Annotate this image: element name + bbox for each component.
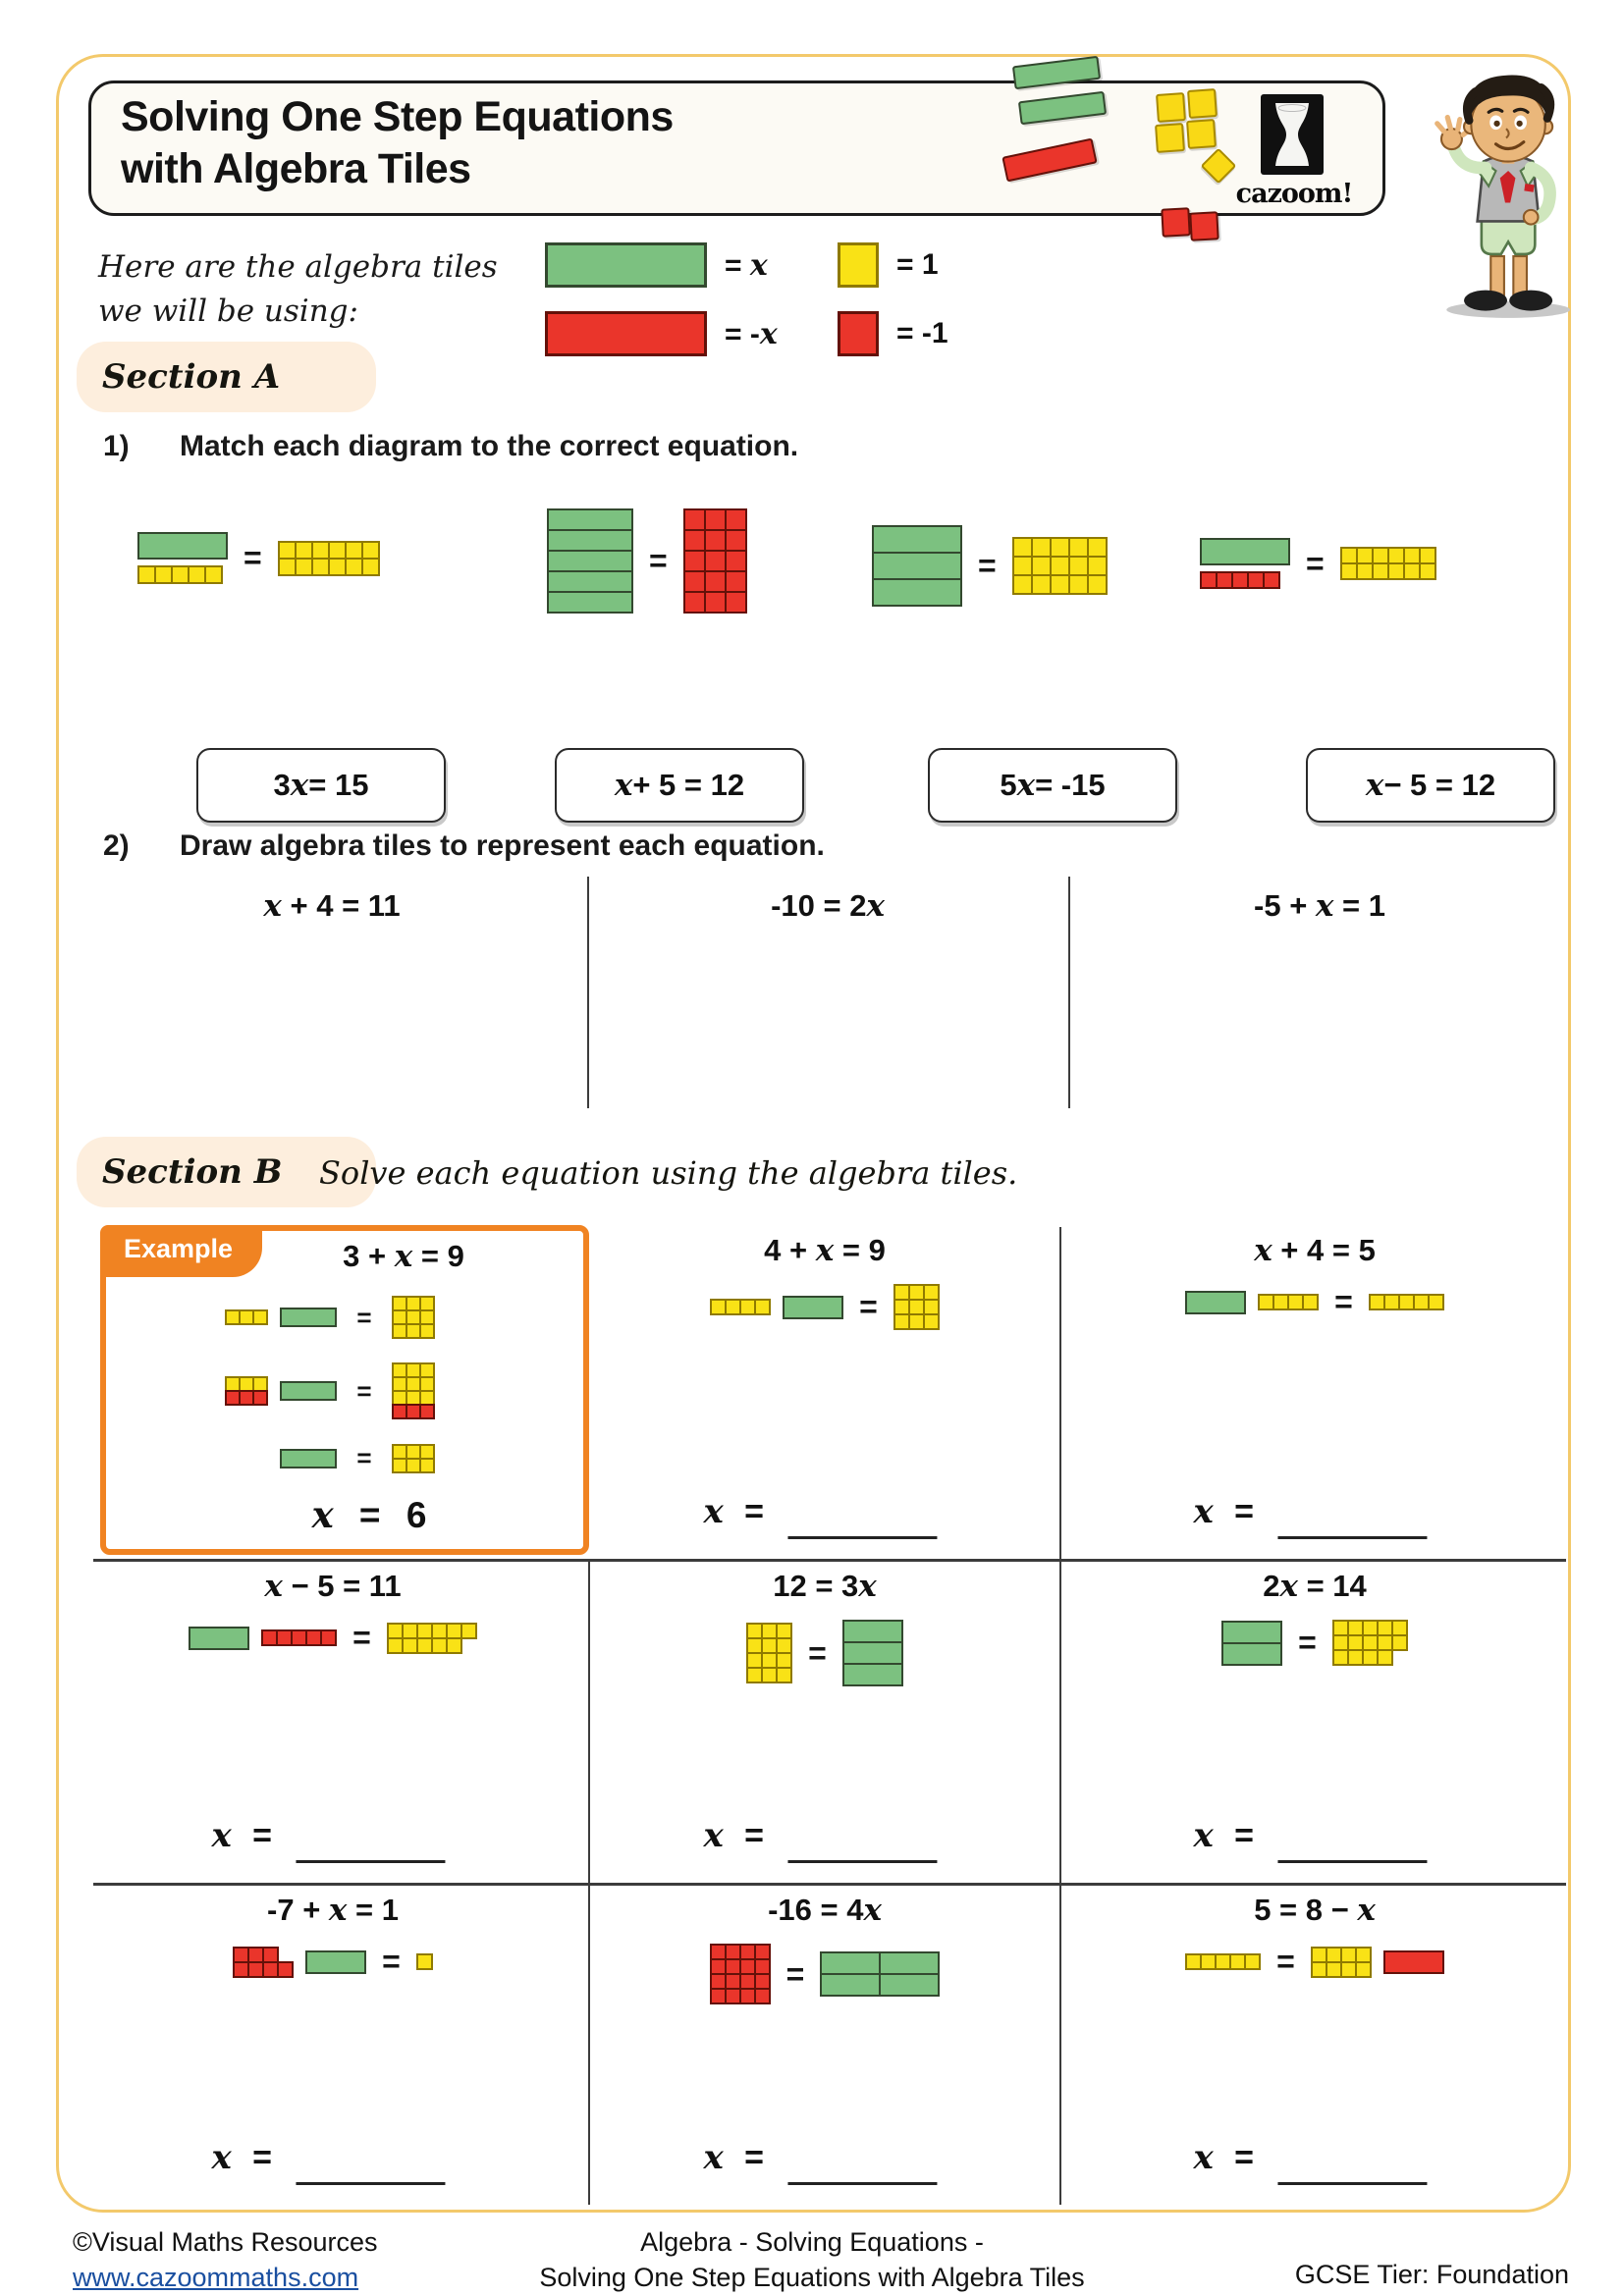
tile-diagram: = [79, 1620, 587, 1656]
column-divider [587, 877, 589, 1108]
deco-yellow-square [1156, 92, 1186, 123]
problem-equation: -16 = 4x [768, 1893, 882, 1928]
problem-cell [79, 1885, 587, 2203]
key-label: = 1 [896, 248, 939, 281]
answer-label: x = [1193, 2138, 1255, 2177]
example-equation: 3 + x = 9 [343, 1239, 464, 1274]
column-divider [1068, 877, 1070, 1108]
footer-tier: GCSE Tier: Foundation [1294, 2260, 1569, 2289]
footer-topic: Algebra - Solving Equations - Solving One Step Equations with Algebra Tiles [539, 2227, 1085, 2293]
q2-prompt: Draw algebra tiles to represent each equation. [180, 829, 825, 862]
example-steps: = = = [106, 1296, 583, 1473]
example-box [100, 1225, 589, 1555]
problem-equation: x + 4 = 5 [1254, 1233, 1376, 1268]
key-item-one [838, 242, 939, 288]
answer-blank[interactable] [296, 1860, 445, 1863]
answer-label: x = [211, 1816, 273, 1855]
problem-equation: 5 = 8 − x [1254, 1893, 1376, 1928]
answer-row [211, 2138, 445, 2177]
equation-card: 3 x = 15 [196, 748, 446, 823]
problem-cell [591, 1561, 1058, 1881]
problem-cell [1062, 1225, 1567, 1557]
answer-row [1193, 1492, 1427, 1531]
page-title-line1: Solving One Step Equations [121, 93, 674, 140]
answer-label: x = [1193, 1492, 1255, 1531]
footer-link[interactable]: www.cazoommaths.com [73, 2263, 359, 2293]
intro-text [98, 245, 498, 334]
equation-card: x + 5 = 12 [555, 748, 804, 823]
answer-label: x = [1193, 1816, 1255, 1855]
answer-blank[interactable] [1277, 1536, 1427, 1539]
equation-card: 5 x = -15 [928, 748, 1177, 823]
deco-red-square [1161, 207, 1190, 237]
answer-row [703, 1816, 937, 1855]
answer-label: x = [703, 2138, 765, 2177]
key-label: = x [725, 247, 768, 283]
red-neg-x-tile [545, 311, 707, 356]
answer-row [703, 2138, 937, 2177]
grid-column-divider [1059, 1227, 1061, 2205]
tile-diagram: = [79, 1944, 587, 1980]
example-answer: x = 6 [311, 1493, 427, 1536]
tile-diagram-1: = [137, 532, 380, 584]
q1-number: 1) [103, 430, 130, 462]
problem-equation: x − 5 = 11 [264, 1569, 402, 1604]
answer-blank[interactable] [787, 2182, 937, 2185]
deco-yellow-square [1155, 123, 1185, 153]
problem-equation: 4 + x = 9 [764, 1233, 886, 1268]
footer-credit: ©Visual Maths Resources www.cazoommaths.com [73, 2224, 378, 2296]
key-item-neg-one [838, 311, 948, 356]
q2-number: 2) [103, 829, 130, 862]
draw-equation-1: x + 4 = 11 [263, 888, 401, 924]
q1-prompt: Match each diagram to the correct equation. [180, 430, 799, 462]
green-x-tile [545, 242, 707, 288]
answer-blank[interactable] [787, 1536, 937, 1539]
tile-diagram-3: = [872, 525, 1108, 607]
deco-red-square [1189, 211, 1218, 240]
example-tab: Example [100, 1225, 262, 1277]
draw-area-3[interactable] [1072, 933, 1563, 1109]
equation-card: x − 5 = 12 [1306, 748, 1555, 823]
problem-equation: 12 = 3x [773, 1569, 877, 1604]
problem-equation: -7 + x = 1 [267, 1893, 399, 1928]
cazoom-logo [1261, 94, 1324, 175]
tile-diagram: = [591, 1944, 1058, 2004]
deco-yellow-square [1187, 88, 1218, 119]
problem-cell [591, 1225, 1058, 1557]
answer-label: x = [211, 2138, 273, 2177]
answer-blank[interactable] [296, 2182, 445, 2185]
section-b-label: Section B [77, 1137, 376, 1207]
answer-row [703, 1492, 937, 1531]
grid-column-divider [588, 1559, 590, 2205]
draw-equation-2: -10 = 2x [771, 888, 885, 924]
cazoom-logo-icon [1261, 94, 1324, 175]
red-neg-unit-tile [838, 311, 879, 356]
tile-diagram-4: = [1200, 538, 1436, 589]
page-title [121, 91, 674, 195]
answer-row [1193, 1816, 1427, 1855]
intro-line1: Here are the algebra tiles [98, 249, 498, 285]
answer-blank[interactable] [1277, 1860, 1427, 1863]
problem-equation: 2x = 14 [1263, 1569, 1367, 1604]
key-item-x [545, 242, 768, 288]
tile-diagram-2: = [547, 508, 747, 614]
problem-cell [1062, 1885, 1567, 2203]
intro-line2: we will be using: [98, 293, 358, 329]
section-b-prompt: Solve each equation using the algebra tiles. [319, 1154, 1018, 1192]
tile-diagram: = [1062, 1620, 1567, 1666]
tile-diagram: = [591, 1620, 1058, 1686]
tile-diagram: = [1062, 1284, 1567, 1320]
draw-area-1[interactable] [79, 933, 585, 1109]
answer-row [1193, 2138, 1427, 2177]
cazoom-logo-text: cazoom! [1235, 179, 1353, 209]
answer-label: x = [703, 1816, 765, 1855]
answer-row [211, 1816, 445, 1855]
draw-equation-3: -5 + x = 1 [1254, 888, 1385, 924]
key-item-neg-x [545, 311, 778, 356]
answer-label: x = [703, 1492, 765, 1531]
answer-blank[interactable] [1277, 2182, 1427, 2185]
page-title-line2: with Algebra Tiles [121, 144, 471, 192]
key-label: = -1 [896, 317, 948, 349]
problem-cell [591, 1885, 1058, 2203]
tile-diagram: = [1062, 1944, 1567, 1980]
section-a-label: Section A [77, 342, 376, 412]
answer-blank[interactable] [787, 1860, 937, 1863]
mascot-character [1402, 63, 1610, 320]
problem-cell [1062, 1561, 1567, 1881]
yellow-unit-tile [838, 242, 879, 288]
deco-yellow-square [1186, 119, 1217, 149]
key-label: = -x [725, 316, 778, 351]
draw-area-2[interactable] [591, 933, 1066, 1109]
problem-cell [79, 1561, 587, 1881]
tile-diagram: = [591, 1284, 1058, 1330]
